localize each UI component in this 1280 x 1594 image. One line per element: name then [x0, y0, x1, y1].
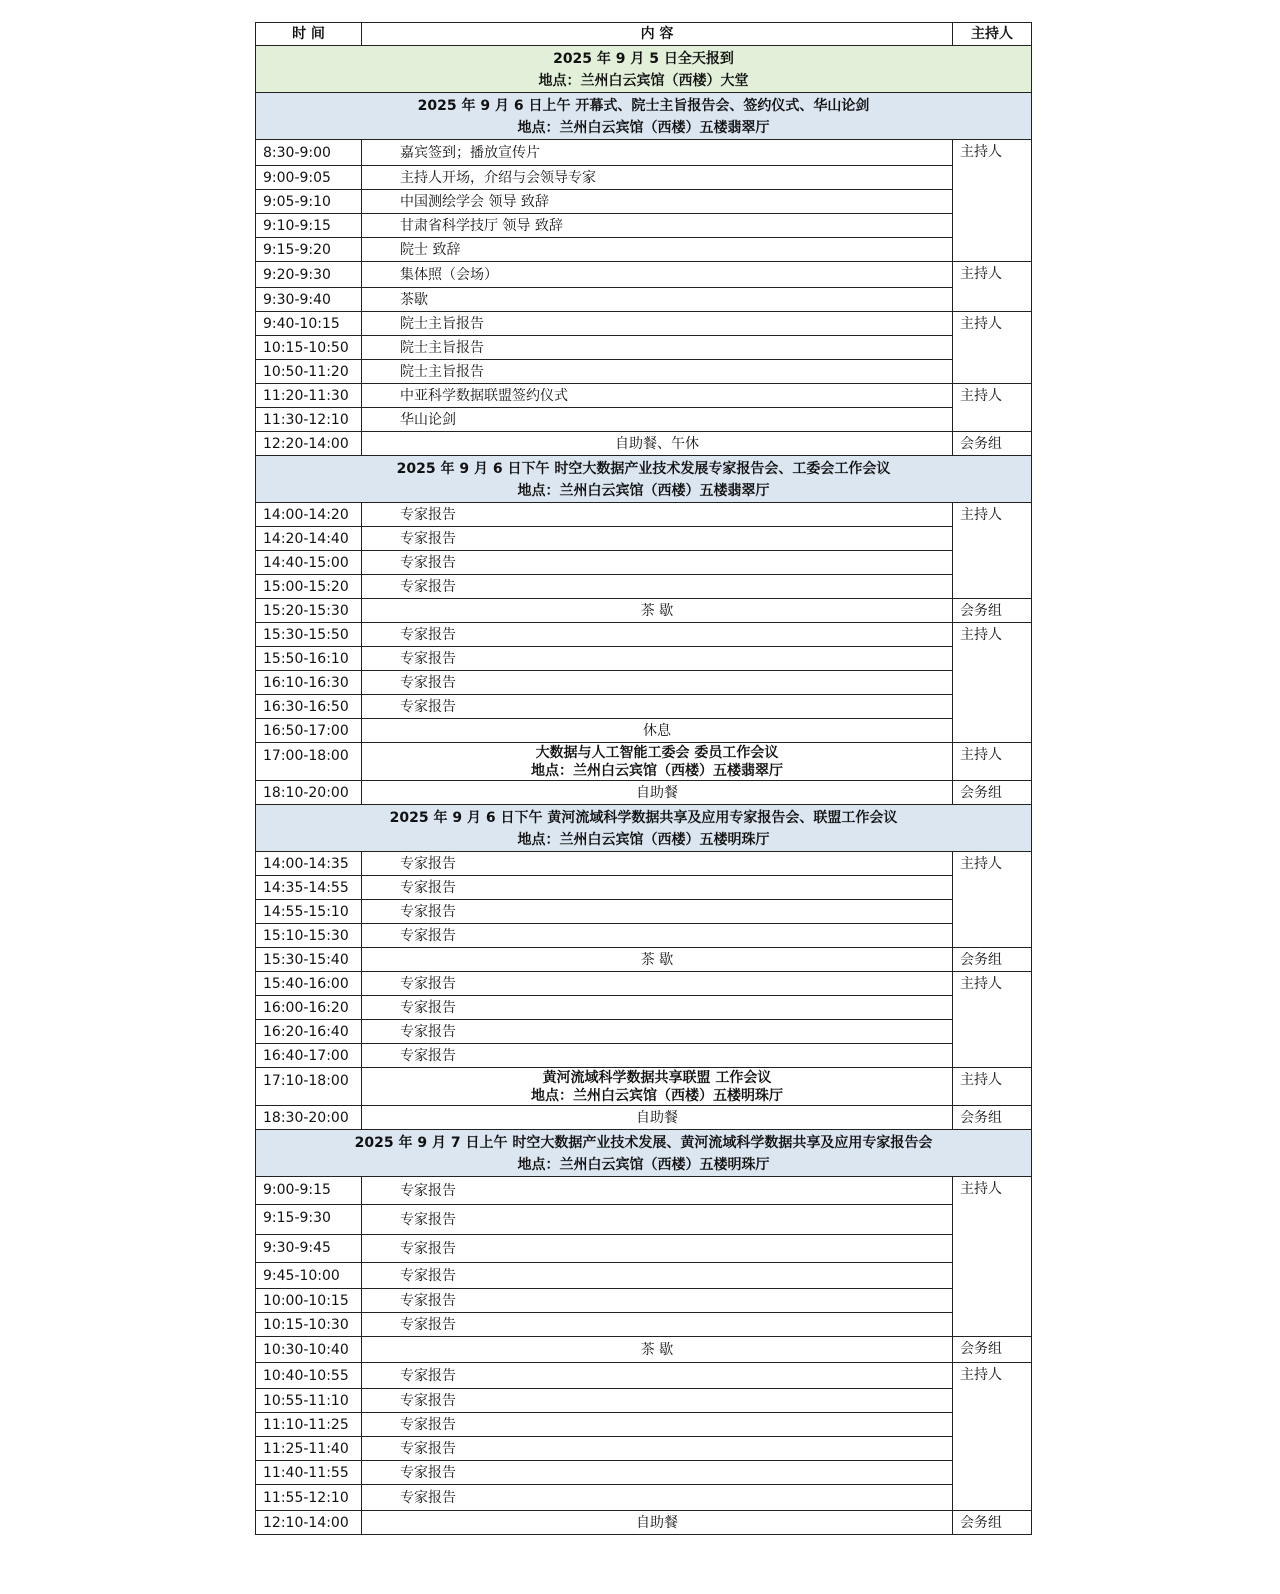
- content-text-centered: 茶 歇: [640, 952, 674, 968]
- time-cell: [255, 718, 362, 743]
- content-cell: [361, 851, 953, 876]
- time-text: 11:55-12:10: [263, 1490, 349, 1506]
- content-cell: [361, 407, 953, 432]
- time-text: 15:10-15:30: [263, 928, 349, 944]
- content-text: 院士主旨报告: [400, 316, 484, 332]
- content-text: 专家报告: [400, 579, 456, 595]
- content-cell-centered: [361, 742, 953, 781]
- content-cell: [361, 335, 953, 360]
- host-cell: [952, 311, 1032, 384]
- time-text: 16:10-16:30: [263, 675, 349, 691]
- time-cell: [255, 1105, 362, 1130]
- time-text: 15:30-15:40: [263, 952, 349, 968]
- time-text: 14:00-14:20: [263, 507, 349, 523]
- time-text: 10:50-11:20: [263, 364, 349, 380]
- content-cell: [361, 189, 953, 214]
- host-text: 主持人: [960, 1072, 1002, 1088]
- content-cell: [361, 1312, 953, 1337]
- host-text: 主持人: [960, 266, 1002, 282]
- content-text: 专家报告: [400, 1024, 456, 1040]
- time-cell: [255, 526, 362, 551]
- content-text: 专家报告: [400, 1048, 456, 1064]
- host-cell: [952, 261, 1032, 312]
- content-cell: [361, 1460, 953, 1485]
- time-cell: [255, 237, 362, 262]
- host-cell: [952, 1105, 1032, 1130]
- host-cell: [952, 502, 1032, 599]
- host-cell: [952, 431, 1032, 456]
- header-content-label: 内 容: [640, 26, 674, 42]
- content-text-centered: 休息: [643, 723, 671, 739]
- content-cell: [361, 1362, 953, 1389]
- content-cell: [361, 875, 953, 900]
- time-cell: [255, 261, 362, 288]
- time-text: 9:30-9:40: [263, 292, 331, 308]
- host-text: 会务组: [960, 1341, 1002, 1357]
- content-cell: [361, 622, 953, 647]
- host-text: 会务组: [960, 1110, 1002, 1126]
- time-text: 9:30-9:45: [263, 1240, 331, 1256]
- content-text: 专家报告: [400, 1441, 456, 1457]
- host-text: 主持人: [960, 976, 1002, 992]
- section-location: 地点：兰州白云宾馆（西楼）五楼翡翠厅: [517, 120, 770, 136]
- content-cell: [361, 1262, 953, 1289]
- time-cell: [255, 694, 362, 719]
- content-text-centered: 自助餐: [636, 785, 678, 801]
- time-text: 9:10-9:15: [263, 218, 331, 234]
- time-cell: [255, 311, 362, 336]
- time-cell: [255, 335, 362, 360]
- content-text: 专家报告: [400, 1293, 456, 1309]
- content-text: 专家报告: [400, 627, 456, 643]
- time-text: 11:25-11:40: [263, 1441, 349, 1457]
- time-text: 18:30-20:00: [263, 1110, 349, 1126]
- host-text: 主持人: [960, 1181, 1002, 1197]
- time-text: 10:15-10:50: [263, 340, 349, 356]
- time-text: 16:00-16:20: [263, 1000, 349, 1016]
- content-text: 专家报告: [400, 1417, 456, 1433]
- content-text: 中国测绘学会 领导 致辞: [400, 194, 549, 210]
- content-text: 专家报告: [400, 699, 456, 715]
- time-text: 9:45-10:00: [263, 1268, 340, 1284]
- time-cell: [255, 383, 362, 408]
- time-cell: [255, 213, 362, 238]
- time-cell: [255, 431, 362, 456]
- content-cell: [361, 1288, 953, 1313]
- time-cell: [255, 598, 362, 623]
- header-time-label: 时 间: [292, 26, 325, 42]
- time-cell: [255, 1362, 362, 1389]
- host-text: 主持人: [960, 627, 1002, 643]
- host-text: 会务组: [960, 785, 1002, 801]
- time-cell: [255, 670, 362, 695]
- content-cell: [361, 165, 953, 190]
- time-cell: [255, 1510, 362, 1535]
- content-cell: [361, 213, 953, 238]
- section-title: 2025 年 9 月 5 日全天报到: [553, 51, 734, 67]
- content-text: 专家报告: [400, 880, 456, 896]
- section-title: 2025 年 9 月 6 日上午 开幕式、院士主旨报告会、签约仪式、华山论剑: [417, 98, 870, 114]
- time-cell: [255, 574, 362, 599]
- content-text: 华山论剑: [400, 412, 456, 428]
- time-text: 14:55-15:10: [263, 904, 349, 920]
- time-cell: [255, 899, 362, 924]
- content-text: 专家报告: [400, 531, 456, 547]
- content-cell: [361, 550, 953, 575]
- host-text: 会务组: [960, 436, 1002, 452]
- host-cell: [952, 1176, 1032, 1337]
- content-text: 专家报告: [400, 555, 456, 571]
- content-cell: [361, 237, 953, 262]
- time-text: 12:20-14:00: [263, 436, 349, 452]
- content-cell-centered: [361, 1105, 953, 1130]
- time-text: 8:30-9:00: [263, 145, 331, 161]
- host-cell: [952, 383, 1032, 432]
- host-cell: [952, 1336, 1032, 1363]
- host-cell: [952, 139, 1032, 262]
- content-text: 院士主旨报告: [400, 340, 484, 356]
- content-cell-centered: [361, 780, 953, 805]
- content-text-centered: 自助餐: [636, 1110, 678, 1126]
- content-cell: [361, 1019, 953, 1044]
- header-host-cell: [952, 22, 1032, 46]
- content-cell-centered: [361, 598, 953, 623]
- time-cell: [255, 1312, 362, 1337]
- content-text: 专家报告: [400, 507, 456, 523]
- time-cell: [255, 1288, 362, 1313]
- time-text: 15:50-16:10: [263, 651, 349, 667]
- content-cell-centered: [361, 1510, 953, 1535]
- time-text: 14:35-14:55: [263, 880, 349, 896]
- content-text: 专家报告: [400, 651, 456, 667]
- time-text: 10:30-10:40: [263, 1342, 349, 1358]
- time-cell: [255, 550, 362, 575]
- content-cell: [361, 1234, 953, 1263]
- time-cell: [255, 947, 362, 972]
- time-text: 16:20-16:40: [263, 1024, 349, 1040]
- content-text: 专家报告: [400, 1241, 456, 1257]
- content-cell-centered: [361, 1336, 953, 1363]
- host-cell: [952, 780, 1032, 805]
- section-title: 2025 年 9 月 7 日上午 时空大数据产业技术发展、黄河流域科学数据共享及应用专家报告会: [354, 1135, 933, 1151]
- time-text: 11:30-12:10: [263, 412, 349, 428]
- section-location: 地点：兰州白云宾馆（西楼）五楼翡翠厅: [517, 483, 770, 499]
- time-cell: [255, 359, 362, 384]
- time-cell: [255, 780, 362, 805]
- host-cell: [952, 598, 1032, 623]
- content-text-centered: 自助餐: [636, 1515, 678, 1531]
- content-cell-centered: [361, 1067, 953, 1106]
- content-cell: [361, 574, 953, 599]
- content-cell-centered: [361, 718, 953, 743]
- content-cell: [361, 670, 953, 695]
- content-cell: [361, 1204, 953, 1235]
- section-location: 地点：兰州白云宾馆（西楼）五楼明珠厅: [517, 1157, 770, 1173]
- time-text: 15:20-15:30: [263, 603, 349, 619]
- content-cell-centered: [361, 947, 953, 972]
- content-text: 甘肃省科学技厅 领导 致辞: [400, 218, 563, 234]
- time-text: 12:10-14:00: [263, 1515, 349, 1531]
- time-cell: [255, 139, 362, 166]
- content-text: 主持人开场，介绍与会领导专家: [400, 170, 596, 186]
- time-cell: [255, 875, 362, 900]
- content-cell: [361, 995, 953, 1020]
- host-text: 主持人: [960, 507, 1002, 523]
- content-cell: [361, 502, 953, 527]
- content-cell: [361, 971, 953, 996]
- host-text: 会务组: [960, 603, 1002, 619]
- time-cell: [255, 622, 362, 647]
- time-text: 16:30-16:50: [263, 699, 349, 715]
- time-text: 9:15-9:20: [263, 242, 331, 258]
- time-text: 9:00-9:05: [263, 170, 331, 186]
- content-cell: [361, 923, 953, 948]
- host-text: 主持人: [960, 747, 1002, 763]
- time-text: 11:20-11:30: [263, 388, 349, 404]
- time-cell: [255, 189, 362, 214]
- content-cell: [361, 1388, 953, 1413]
- time-text: 14:20-14:40: [263, 531, 349, 547]
- time-cell: [255, 165, 362, 190]
- content-text: 专家报告: [400, 904, 456, 920]
- time-cell: [255, 1019, 362, 1044]
- content-cell: [361, 1412, 953, 1437]
- time-cell: [255, 742, 362, 781]
- time-cell: [255, 851, 362, 876]
- content-text: 专家报告: [400, 976, 456, 992]
- time-cell: [255, 502, 362, 527]
- time-text: 10:55-11:10: [263, 1393, 349, 1409]
- section-header: [255, 804, 1032, 852]
- content-text: 专家报告: [400, 1393, 456, 1409]
- content-text: 专家报告: [400, 1000, 456, 1016]
- time-text: 17:00-18:00: [263, 748, 349, 764]
- time-text: 9:40-10:15: [263, 316, 340, 332]
- time-text: 9:15-9:30: [263, 1210, 331, 1226]
- host-cell: [952, 851, 1032, 948]
- meeting-title: 黄河流域科学数据共享联盟 工作会议: [542, 1070, 772, 1086]
- time-cell: [255, 1460, 362, 1485]
- time-text: 16:50-17:00: [263, 723, 349, 739]
- time-text: 15:40-16:00: [263, 976, 349, 992]
- host-cell: [952, 971, 1032, 1068]
- content-text-centered: 自助餐、午休: [615, 436, 699, 452]
- content-cell: [361, 383, 953, 408]
- host-text: 主持人: [960, 144, 1002, 160]
- content-text: 专家报告: [400, 1183, 456, 1199]
- time-text: 10:00-10:15: [263, 1293, 349, 1309]
- host-cell: [952, 742, 1032, 781]
- time-cell: [255, 1388, 362, 1413]
- time-cell: [255, 1176, 362, 1205]
- time-cell: [255, 1484, 362, 1511]
- time-text: 9:20-9:30: [263, 267, 331, 283]
- time-cell: [255, 646, 362, 671]
- time-cell: [255, 923, 362, 948]
- time-text: 10:15-10:30: [263, 1317, 349, 1333]
- meeting-location: 地点：兰州白云宾馆（西楼）五楼翡翠厅: [531, 763, 783, 779]
- section-header: [255, 455, 1032, 503]
- content-cell: [361, 1484, 953, 1511]
- content-cell: [361, 1436, 953, 1461]
- content-cell: [361, 899, 953, 924]
- time-text: 14:40-15:00: [263, 555, 349, 571]
- content-text: 专家报告: [400, 1368, 456, 1384]
- content-cell: [361, 1176, 953, 1205]
- time-cell: [255, 995, 362, 1020]
- header-content-cell: [361, 22, 953, 46]
- content-cell: [361, 1043, 953, 1068]
- host-text: 会务组: [960, 1515, 1002, 1531]
- time-cell: [255, 407, 362, 432]
- meeting-location: 地点：兰州白云宾馆（西楼）五楼明珠厅: [531, 1088, 783, 1104]
- time-cell: [255, 1043, 362, 1068]
- time-cell: [255, 287, 362, 312]
- meeting-title: 大数据与人工智能工委会 委员工作会议: [535, 745, 779, 761]
- content-text-centered: 茶 歇: [640, 603, 674, 619]
- host-text: 会务组: [960, 952, 1002, 968]
- time-cell: [255, 1436, 362, 1461]
- content-cell: [361, 694, 953, 719]
- content-text: 专家报告: [400, 1212, 456, 1228]
- time-text: 9:05-9:10: [263, 194, 331, 210]
- content-text: 专家报告: [400, 856, 456, 872]
- content-text: 院士主旨报告: [400, 364, 484, 380]
- content-text: 专家报告: [400, 1268, 456, 1284]
- host-cell: [952, 1362, 1032, 1511]
- content-cell: [361, 526, 953, 551]
- time-text: 11:40-11:55: [263, 1465, 349, 1481]
- content-cell: [361, 261, 953, 288]
- content-text: 专家报告: [400, 1490, 456, 1506]
- time-cell: [255, 1412, 362, 1437]
- section-location: 地点：兰州白云宾馆（西楼）大堂: [538, 73, 749, 89]
- section-title: 2025 年 9 月 6 日下午 黄河流域科学数据共享及应用专家报告会、联盟工作会议: [389, 810, 898, 826]
- time-text: 11:10-11:25: [263, 1417, 349, 1433]
- header-host-label: 主持人: [971, 26, 1013, 42]
- time-text: 17:10-18:00: [263, 1073, 349, 1089]
- content-text: 嘉宾签到；播放宣传片: [400, 145, 540, 161]
- time-text: 14:00-14:35: [263, 856, 349, 872]
- content-text-centered: 茶 歇: [640, 1342, 674, 1358]
- time-text: 15:00-15:20: [263, 579, 349, 595]
- host-text: 主持人: [960, 316, 1002, 332]
- host-text: 主持人: [960, 1367, 1002, 1383]
- content-cell: [361, 287, 953, 312]
- host-cell: [952, 1067, 1032, 1106]
- section-title: 2025 年 9 月 6 日下午 时空大数据产业技术发展专家报告会、工委会工作会议: [396, 461, 891, 477]
- host-text: 主持人: [960, 388, 1002, 404]
- content-cell: [361, 646, 953, 671]
- content-text: 专家报告: [400, 928, 456, 944]
- section-header: [255, 45, 1032, 93]
- section-header: [255, 1129, 1032, 1177]
- header-time-cell: [255, 22, 362, 46]
- content-text: 专家报告: [400, 675, 456, 691]
- content-cell-centered: [361, 431, 953, 456]
- content-text: 专家报告: [400, 1465, 456, 1481]
- section-location: 地点：兰州白云宾馆（西楼）五楼明珠厅: [517, 832, 770, 848]
- content-text: 茶歇: [400, 292, 428, 308]
- content-text: 院士 致辞: [400, 242, 461, 258]
- host-cell: [952, 1510, 1032, 1535]
- content-text: 中亚科学数据联盟签约仪式: [400, 388, 568, 404]
- host-text: 主持人: [960, 856, 1002, 872]
- content-text: 集体照（会场）: [400, 267, 498, 283]
- time-text: 18:10-20:00: [263, 785, 349, 801]
- section-header: [255, 92, 1032, 140]
- time-cell: [255, 971, 362, 996]
- host-cell: [952, 622, 1032, 743]
- time-text: 15:30-15:50: [263, 627, 349, 643]
- content-cell: [361, 359, 953, 384]
- time-cell: [255, 1234, 362, 1263]
- content-cell: [361, 311, 953, 336]
- time-cell: [255, 1262, 362, 1289]
- content-cell: [361, 139, 953, 166]
- content-text: 专家报告: [400, 1317, 456, 1333]
- time-cell: [255, 1067, 362, 1106]
- time-text: 9:00-9:15: [263, 1182, 331, 1198]
- time-cell: [255, 1204, 362, 1235]
- time-text: 16:40-17:00: [263, 1048, 349, 1064]
- host-cell: [952, 947, 1032, 972]
- time-text: 10:40-10:55: [263, 1368, 349, 1384]
- time-cell: [255, 1336, 362, 1363]
